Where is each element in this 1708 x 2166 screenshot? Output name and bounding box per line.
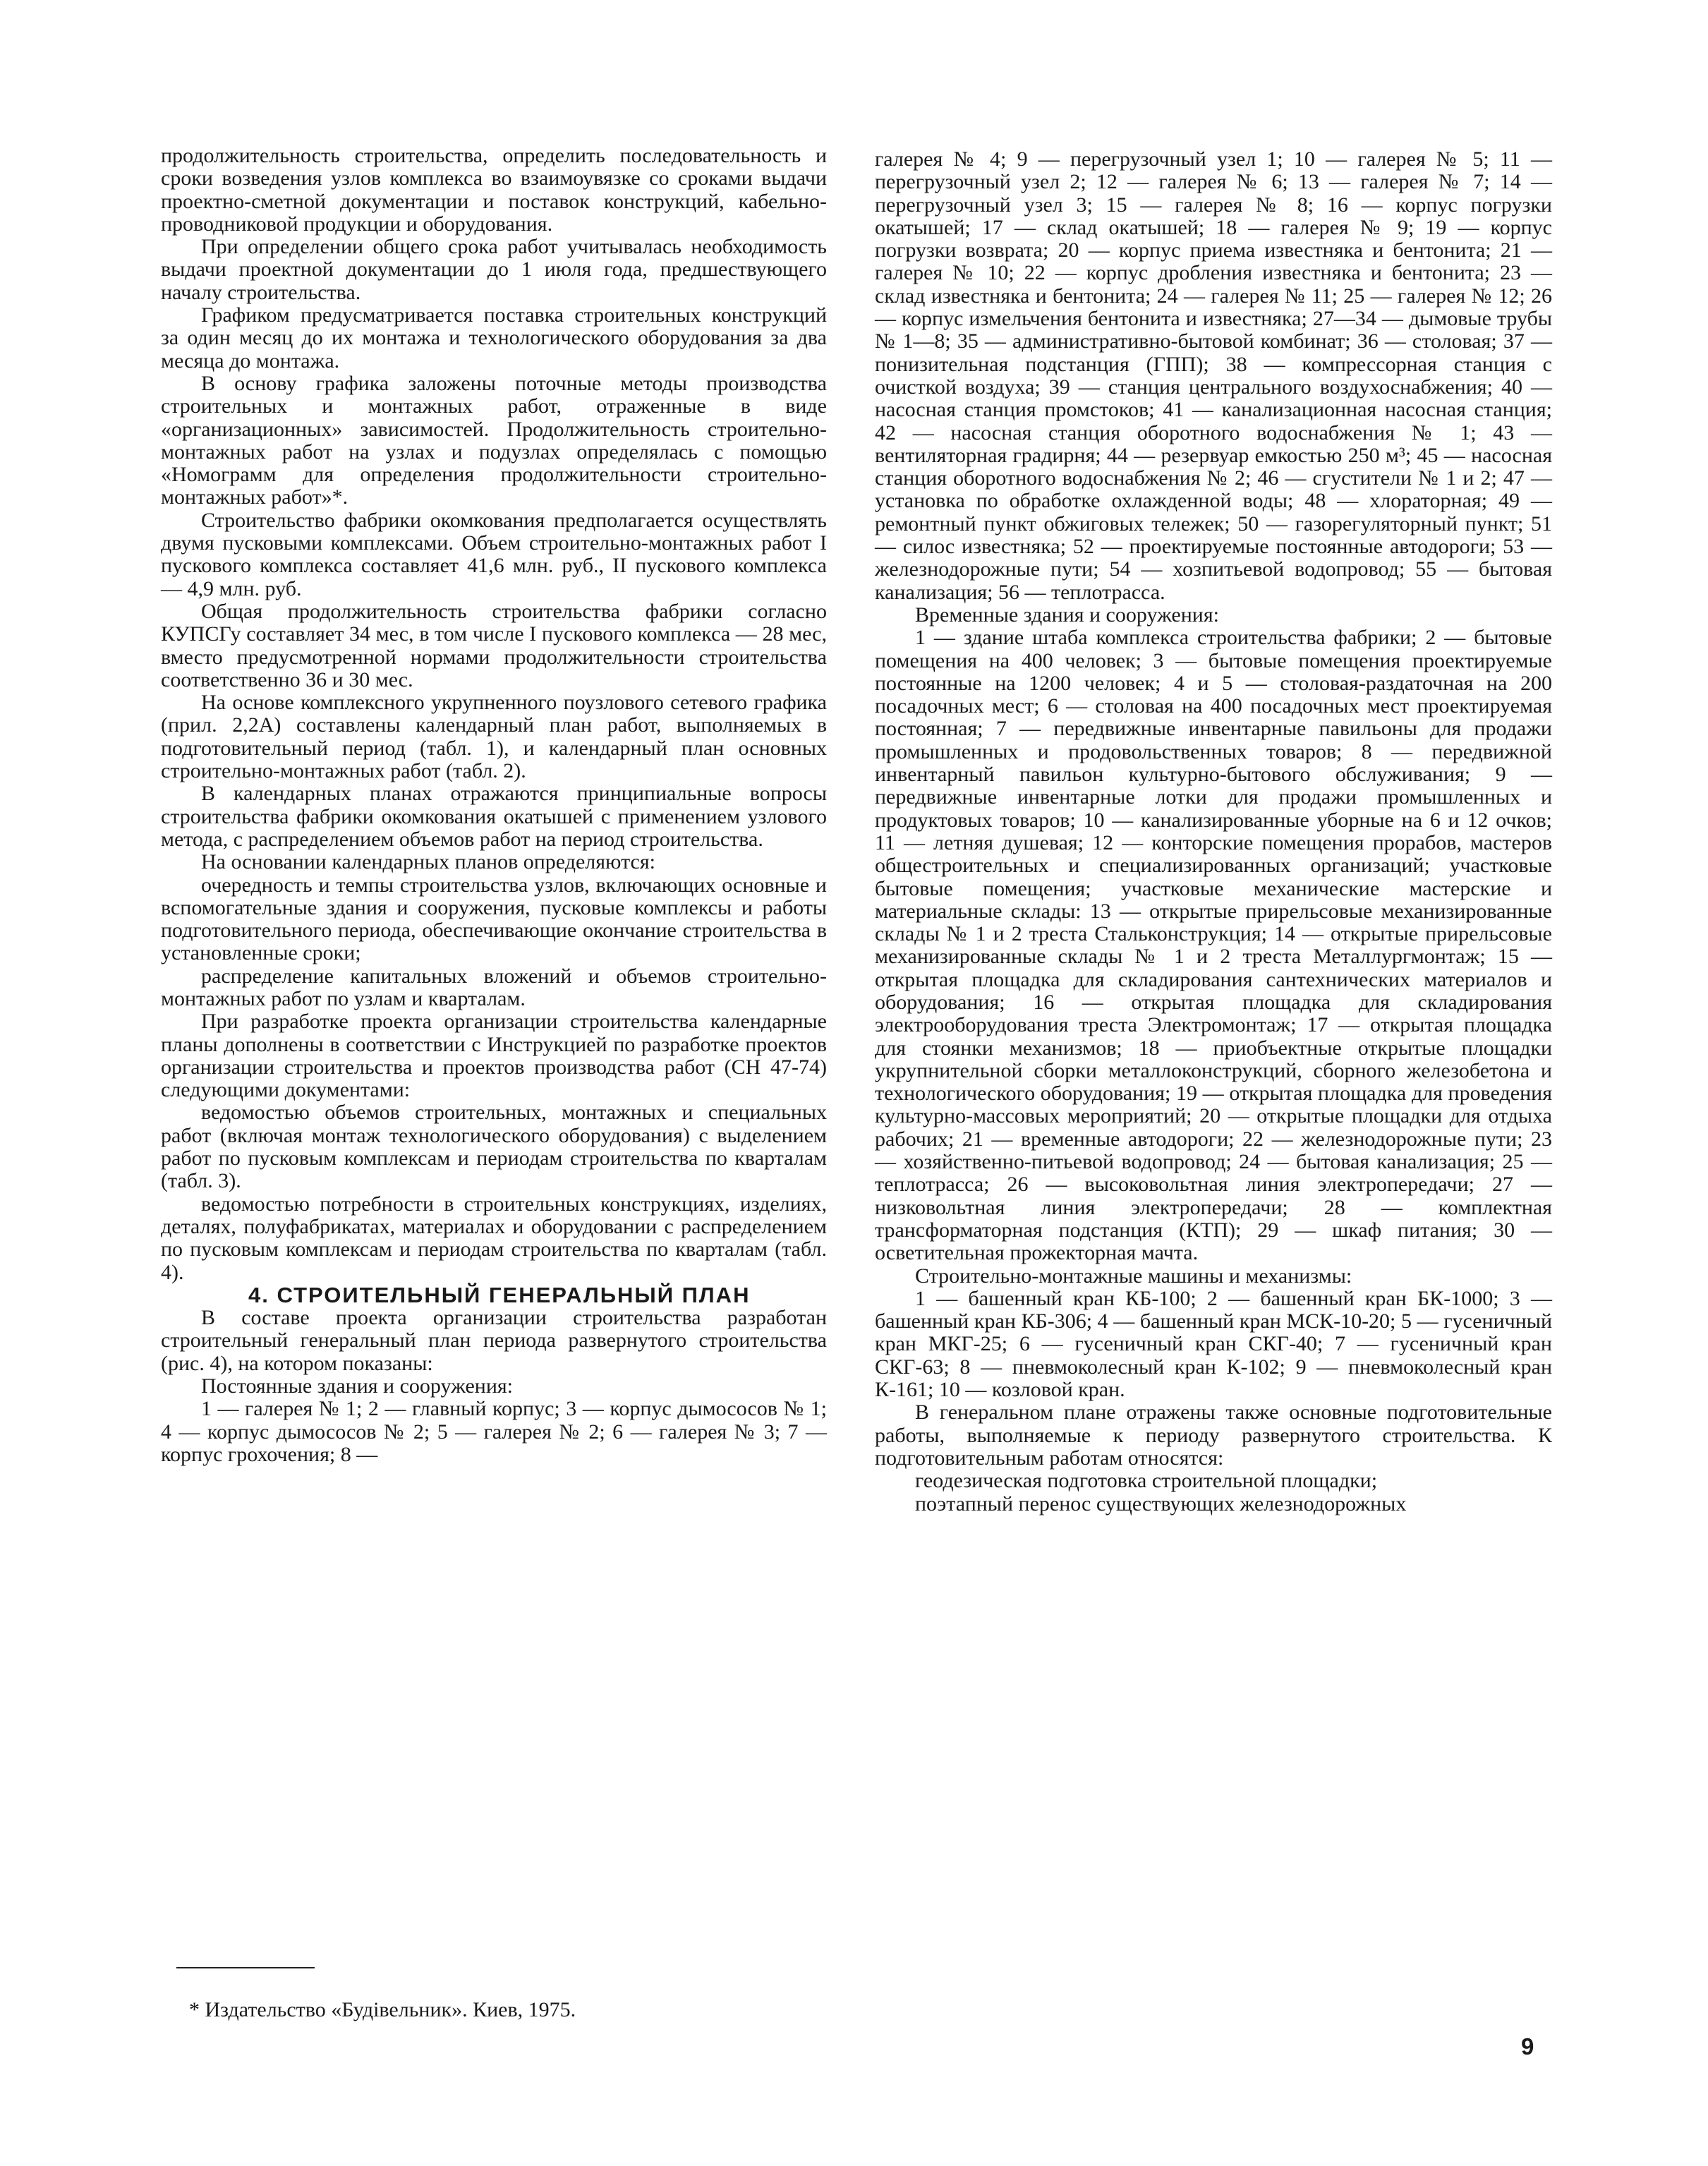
page-number: 9 — [1521, 2033, 1534, 2059]
paragraph: галерея № 4; 9 — перегрузочный узел 1; 10 — галерея № 5; 11 — перегрузочный узел 2; 12 — галерея № 6; 13 — галерея № 7; 14 — перегрузочный узел 3; 15 — галерея № 8; 16 — корпус погрузки окатышей; 17 — склад окатышей; 18 — галерея № 9; 19 — корпус погрузки возврата; 20 — корпус приема известняка и бентонита; 21 — галерея № 10; 22 — корпус дробления известняка и бентонита; 23 — склад известняка и бентонита; 24 — галерея № 11; 25 — галерея № 12; 26 — корпус измельчения бентонита и известняка; 27—34 — дымовые трубы № 1—8; 35 — административно-бытовой комбинат; 36 — столовая; 37 — понизительная подстанция (ГПП); 38 — компрессорная станция с очисткой воздуха; 39 — станция центрального воздухоснабжения; 40 — насосная станция промстоков; 41 — канализационная насосная станция; 42 — насосная станция оборотного водоснабжения № 1; 43 — вентиляторная градирня; 44 — резервуар емкостью 250 м³; 45 — насосная станция оборотного водоснабжения № 2; 46 — сгустители № 1 и 2; 47 — установка по обработке охлажденной воды; 48 — хлораторная; 49 — ремонтный пункт обжиговых тележек; 50 — газорегуляторный пункт; 51 — силос известняка; 52 — проектируемые постоянные автодороги; 53 — железнодорожные пути; 54 — хозпитьевой водопровод; 55 — бытовая канализация; 56 — теплотрасса. — [875, 147, 1552, 604]
paragraph: Строительство фабрики окомкования предполагается осуществлять двумя пусковыми комплексами. Объем строительно-монтажных работ I пускового комплекса составляет 41,6 млн. руб., II пускового комплекса — 4,9 млн. руб. — [161, 508, 827, 600]
paragraph: Общая продолжительность строительства фабрики согласно КУПСГу составляет 34 мес, в том числе I пускового комплекса — 28 мес, вместо предусмотренной нормами продолжительности строительства соответственно 36 и 30 мес. — [161, 599, 827, 691]
paragraph: Графиком предусматривается поставка строительных конструкций за один месяц до их монтажа и технологического оборудования за два месяца до монтажа. — [161, 303, 827, 373]
right-column — [875, 148, 1552, 1515]
paragraph: 1 — галерея № 1; 2 — главный корпус; 3 — корпус дымососов № 1; 4 — корпус дымососов № 2; 5 — галерея № 2; 6 — галерея № 3; 7 — корпус грохочения; 8 — — [161, 1397, 827, 1466]
paragraph: ведомостью потребности в строительных конструкциях, изделиях, деталях, полуфабрикатах, материалах и оборудовании с распределением по пусковым комплексам и периодам строительства по кварталам (табл. 4). — [161, 1192, 827, 1284]
paragraph: В основу графика заложены поточные методы производства строительных и монтажных работ, отраженные в виде «организационных» зависимостей. Продолжительность строительно-монтажных работ на узлах и подузлах определялась с помощью «Номограмм для определения продолжительности строительно-монтажных работ»*. — [161, 371, 827, 509]
paragraph: геодезическая подготовка строительной площадки; — [915, 1469, 1378, 1493]
paragraph: распределение капитальных вложений и объемов строительно-монтажных работ по узлам и кварталам. — [161, 964, 827, 1010]
paragraph: очередность и темпы строительства узлов, включающих основные и вспомогательные здания и сооружения, пусковые комплексы и работы подготовительного периода, обеспечивающие окончание строительства в установленные сроки; — [161, 873, 827, 965]
paragraph: При разработке проекта организации строительства календарные планы дополнены в соответствии с Инструкцией по разработке проектов организации строительства и проектов производства работ (СН 47-74) следующими документами: — [161, 1010, 827, 1102]
paragraph: На основании календарных планов определяются: — [201, 850, 656, 874]
paragraph: 1 — башенный кран КБ-100; 2 — башенный кран БК-1000; 3 — башенный кран КБ-306; 4 — башенный кран МСК-10-20; 5 — гусеничный кран МКГ-25; 6 — гусеничный кран СКГ-40; 7 — гусеничный кран СКГ-63; 8 — пневмоколесный кран К-102; 9 — пневмоколесный кран К-161; 10 — козловой кран. — [875, 1286, 1552, 1402]
paragraph: 1 — здание штаба комплекса строительства фабрики; 2 — бытовые помещения на 400 человек; 3 — бытовые помещения проектируемые постоянные на 1200 человек; 4 и 5 — столовая-раздаточная на 200 посадочных мест; 6 — столовая на 400 посадочных мест проектируемая постоянная; 7 — передвижные инвентарные павильоны для продажи промышленных и продовольственных товаров; 8 — передвижной инвентарный павильон культурно-бытового обслуживания; 9 — передвижные инвентарные лотки для продажи промышленных и продуктовых товаров; 10 — канализированные уборные на 6 и 12 очков; 11 — летняя душевая; 12 — конторские помещения прорабов, мастеров общестроительных и специализированных организаций; участковые бытовые помещения; участковые механические мастерские и материальные склады: 13 — открытые прирельсовые механизированные склады № 1 и 2 треста Стальконструкция; 14 — открытые прирельсовые механизированные склады № 1 и 2 треста Металлургмонтаж; 15 — открытая площадка для складирования сантехнических материалов и оборудования; 16 — открытая площадка для складирования электрооборудования треста Электромонтаж; 17 — открытая площадка для стоянки механизмов; 18 — приобъектные открытые площадки укрупнительной сборки металлоконструкций, сборного железобетона и технологического оборудования; 19 — открытая площадка для проведения культурно-массовых мероприятий; 20 — открытые площадки для отдыха рабочих; 21 — временные автодороги; 22 — железнодорожные пути; 23 — хозяйственно-питьевой водопровод; 24 — бытовая канализация; 25 — теплотрасса; 26 — высоковольтная линия электропередачи; 27 — низковольтная линия электропередачи; 28 — комплектная трансформаторная подстанция (КТП); 29 — шкаф питания; 30 — осветительная прожекторная мачта. — [875, 626, 1552, 1265]
paragraph: В составе проекта организации строительства разработан строительный генеральный план периода развернутого строительства (рис. 4), на котором показаны: — [161, 1306, 827, 1375]
paragraph: Строительно-монтажные машины и механизмы: — [915, 1264, 1352, 1288]
section-heading: 4. СТРОИТЕЛЬНЫЙ ГЕНЕРАЛЬНЫЙ ПЛАН — [248, 1282, 751, 1307]
footnote: * Издательство «Будівельник». Киев, 1975. — [189, 1998, 576, 2021]
paragraph: поэтапный перенос существующих железнодорожных — [915, 1492, 1407, 1515]
paragraph: В календарных планах отражаются принципиальные вопросы строительства фабрики окомкования окатышей с применением узлового метода, с распределением объемов работ на период строительства. — [161, 782, 827, 851]
paragraph: При определении общего срока работ учитывалась необходимость выдачи проектной документации до 1 июля года, предшествующего началу строительства. — [161, 235, 827, 304]
paragraph: В генеральном плане отражены также основные подготовительные работы, выполняемые к периоду развернутого строительства. К подготовительным работам относятся: — [875, 1400, 1552, 1470]
footnote-divider — [176, 1967, 315, 1968]
paragraph: ведомостью объемов строительных, монтажных и специальных работ (включая монтаж технологического оборудования) с выделением работ по пусковым комплексам и периодам строительства по кварталам (табл. 3). — [161, 1101, 827, 1193]
paragraph: Постоянные здания и сооружения: — [201, 1374, 514, 1398]
paragraph: На основе комплексного укрупненного поузлового сетевого графика (прил. 2,2А) составлены календарный план работ, выполняемых в подготовительный период (табл. 1), и календарный план основных строительно-монтажных работ (табл. 2). — [161, 691, 827, 783]
paragraph: Временные здания и сооружения: — [915, 603, 1219, 627]
paragraph: продолжительность строительства, определить последовательность и сроки возведения узлов комплекса во взаимоувязке со сроками выдачи проектно-сметной документации и поставок конструкций, кабельно-проводниковой продукции и оборудования. — [161, 144, 827, 236]
left-column — [161, 145, 827, 1466]
